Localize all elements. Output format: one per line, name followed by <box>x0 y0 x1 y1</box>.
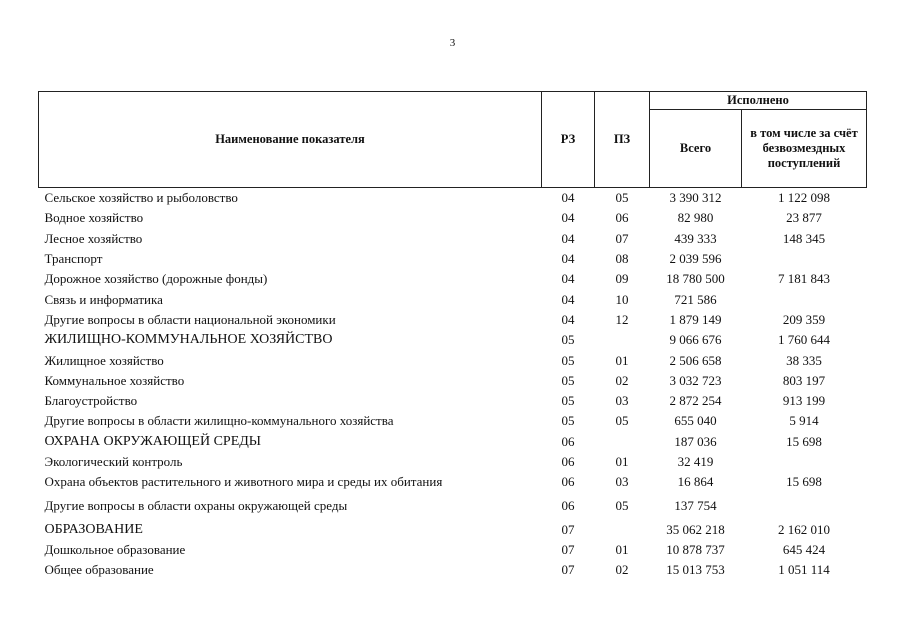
row-free: 1 051 114 <box>778 562 830 578</box>
row-name: Другие вопросы в области жилищно-коммунального хозяйства <box>44 413 394 429</box>
row-rz: 07 <box>561 541 575 557</box>
row-rz: 05 <box>561 372 575 388</box>
row-total: 16 864 <box>677 474 714 490</box>
row-total: 2 872 254 <box>669 393 722 409</box>
row-pz: 10 <box>615 291 629 307</box>
row-free: 1 122 098 <box>778 190 830 206</box>
row-rz: 05 <box>561 413 575 429</box>
header-executed: Исполнено <box>650 92 867 110</box>
row-rz: 05 <box>561 352 575 368</box>
table-body <box>39 188 867 581</box>
row-free: 913 199 <box>782 393 826 409</box>
row-name: Лесное хозяйство <box>44 230 143 246</box>
row-pz: 02 <box>615 372 629 388</box>
header-total: Всего <box>650 110 742 188</box>
row-rz: 04 <box>561 311 575 327</box>
row-name: Дорожное хозяйство (дорожные фонды) <box>44 271 268 287</box>
row-free <box>742 452 867 472</box>
row-rz: 06 <box>561 433 575 449</box>
table-row <box>39 411 867 431</box>
row-total: 3 390 312 <box>669 190 722 206</box>
table-row <box>39 208 867 228</box>
row-name: Сельское хозяйство и рыболовство <box>44 190 238 206</box>
row-name: ОХРАНА ОКРУЖАЮЩЕЙ СРЕДЫ <box>44 433 262 449</box>
table-row <box>39 310 867 330</box>
row-name: Транспорт <box>44 251 103 267</box>
header-rz: РЗ <box>542 92 595 188</box>
row-free: 209 359 <box>782 311 826 327</box>
row-total: 137 754 <box>674 497 717 513</box>
row-total: 2 039 596 <box>669 251 722 267</box>
table-row <box>39 472 867 492</box>
row-total: 18 780 500 <box>666 271 725 287</box>
row-free: 23 877 <box>786 210 822 226</box>
row-pz: 07 <box>615 230 629 246</box>
table-row <box>39 229 867 249</box>
row-total: 32 419 <box>677 454 714 469</box>
row-name: Связь и информатика <box>44 291 163 307</box>
table-row <box>39 371 867 391</box>
row-free: 5 914 <box>789 413 819 429</box>
header-free: в том числе за счёт безвозмездных поступлений <box>742 110 867 188</box>
row-total: 82 980 <box>677 210 714 226</box>
row-total: 3 032 723 <box>669 372 722 388</box>
page-number: 3 <box>449 37 456 49</box>
row-total: 35 062 218 <box>666 521 725 537</box>
row-pz: 03 <box>615 393 629 409</box>
table-row <box>39 560 867 580</box>
table-row <box>39 432 867 452</box>
row-free: 645 424 <box>782 541 826 557</box>
table-row <box>39 452 867 472</box>
table-row <box>39 391 867 411</box>
row-rz: 05 <box>561 332 575 348</box>
row-rz: 06 <box>561 497 575 513</box>
row-pz: 12 <box>615 311 629 327</box>
table-row <box>39 188 867 209</box>
row-rz: 04 <box>561 271 575 287</box>
row-rz: 04 <box>561 291 575 307</box>
row-total: 721 586 <box>674 291 717 307</box>
row-name: Экологический контроль <box>44 454 183 469</box>
row-total: 10 878 737 <box>666 541 725 557</box>
row-pz: 01 <box>615 541 629 557</box>
row-rz: 06 <box>561 474 575 490</box>
row-rz: 04 <box>561 190 575 206</box>
row-rz: 04 <box>561 210 575 226</box>
table-row <box>39 540 867 560</box>
table-row <box>39 492 867 519</box>
budget-table <box>38 91 867 580</box>
row-name: Благоустройство <box>44 393 138 409</box>
row-name: ОБРАЗОВАНИЕ <box>44 521 143 537</box>
header-name: Наименование показателя <box>39 92 542 188</box>
row-free <box>742 492 867 519</box>
row-name: Другие вопросы в области национальной экономики <box>44 311 336 327</box>
row-free: 148 345 <box>782 230 826 246</box>
row-pz: 03 <box>615 474 629 490</box>
table-row <box>39 519 867 539</box>
row-total: 9 066 676 <box>669 332 722 348</box>
table-row <box>39 269 867 289</box>
row-free: 1 760 644 <box>778 332 830 348</box>
row-name: Общее образование <box>44 562 154 578</box>
row-rz: 07 <box>561 562 575 578</box>
row-pz: 09 <box>615 271 629 287</box>
row-pz <box>595 519 650 539</box>
row-total: 187 036 <box>674 433 717 449</box>
row-name: Дошкольное образование <box>44 541 186 557</box>
row-free: 38 335 <box>786 352 822 368</box>
row-pz: 01 <box>615 454 629 469</box>
row-free: 15 698 <box>786 433 822 449</box>
row-total: 655 040 <box>674 413 717 429</box>
row-name: ЖИЛИЩНО-КОММУНАЛЬНОЕ ХОЗЯЙСТВО <box>44 332 333 348</box>
row-rz: 05 <box>561 393 575 409</box>
row-total: 1 879 149 <box>669 311 722 327</box>
row-free: 2 162 010 <box>778 521 830 537</box>
table-row <box>39 350 867 370</box>
row-name: Жилищное хозяйство <box>44 352 164 368</box>
row-name: Коммунальное хозяйство <box>44 372 185 388</box>
row-pz: 01 <box>615 352 629 368</box>
row-total: 2 506 658 <box>669 352 722 368</box>
row-rz: 06 <box>561 454 575 469</box>
row-pz: 05 <box>615 413 629 429</box>
row-name: Другие вопросы в области охраны окружающей среды <box>44 497 348 513</box>
table-row <box>39 249 867 269</box>
row-name: Водное хозяйство <box>44 210 144 226</box>
row-rz: 04 <box>561 251 575 267</box>
row-free: 803 197 <box>782 372 826 388</box>
row-pz <box>595 330 650 350</box>
row-pz <box>595 432 650 452</box>
table-row <box>39 289 867 309</box>
table-row <box>39 330 867 350</box>
row-pz: 05 <box>615 497 629 513</box>
row-free: 15 698 <box>786 474 822 490</box>
row-free <box>742 289 867 309</box>
row-pz: 02 <box>615 562 629 578</box>
row-total: 439 333 <box>674 230 717 246</box>
row-free: 7 181 843 <box>778 271 830 287</box>
row-pz: 06 <box>615 210 629 226</box>
row-total: 15 013 753 <box>666 562 725 578</box>
header-pz: ПЗ <box>595 92 650 188</box>
row-free <box>742 249 867 269</box>
row-pz: 05 <box>615 190 629 206</box>
row-pz: 08 <box>615 251 629 267</box>
row-rz: 07 <box>561 521 575 537</box>
row-name: Охрана объектов растительного и животного мира и среды их обитания <box>44 474 443 490</box>
row-rz: 04 <box>561 230 575 246</box>
